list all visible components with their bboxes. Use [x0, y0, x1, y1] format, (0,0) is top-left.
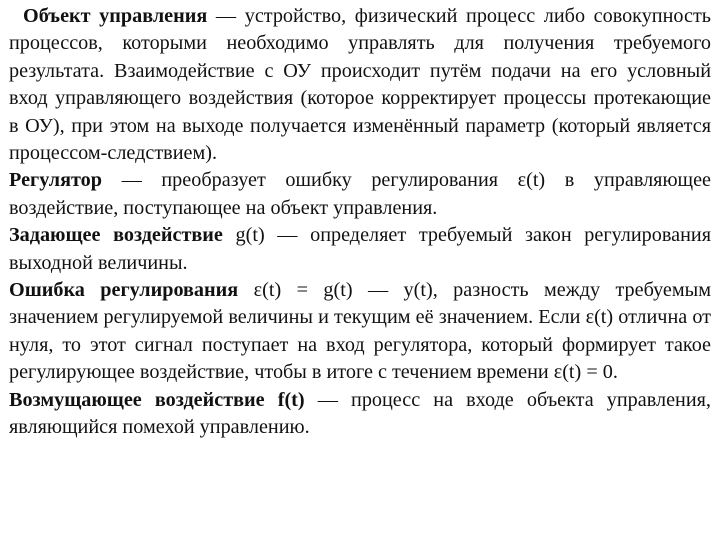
term-control-object: Объект управления	[23, 5, 208, 27]
document-body	[9, 3, 711, 442]
definition-control-object: — устройство, физический процесс либо совокупность процессов, которыми необходимо управлять для получения требуемого результата. Взаимодействие с ОУ происходит путём подачи на его условный вход управляющего воздействия (которое корректирует процессы протекающие в ОУ), при этом на выходе получается изменённый параметр (который является процессом-следствием).	[9, 5, 711, 165]
paragraph-control-error	[9, 277, 711, 387]
term-control-error: Ошибка регулирования	[9, 279, 239, 302]
paragraph-control-object	[9, 3, 711, 167]
paragraph-disturbance	[9, 387, 711, 442]
definition-control-error: ε(t) = g(t) — y(t), разность между требуемым значением регулируемой величины и текущим её значением. Если ε(t) отлична от нуля, то этот сигнал поступает на вход регулятора, который формирует такое регулирующее воздействие, чтобы в итоге с течением времени ε(t) = 0.	[9, 279, 712, 384]
term-disturbance: Возмущающее воздействие f(t)	[9, 388, 305, 411]
definition-reference-input: g(t) — определяет требуемый закон регулирования выходной величины.	[9, 224, 711, 274]
term-regulator: Регулятор	[9, 169, 103, 192]
definition-regulator: — преобразует ошибку регулирования ε(t) в управляющее воздействие, поступающее на объект управления.	[9, 169, 711, 219]
paragraph-reference-input	[9, 222, 711, 277]
term-reference-input: Задающее воздействие	[9, 224, 223, 247]
definition-disturbance: — процесс на входе объекта управления, являющийся помехой управлению.	[9, 388, 711, 439]
paragraph-regulator	[9, 167, 711, 222]
